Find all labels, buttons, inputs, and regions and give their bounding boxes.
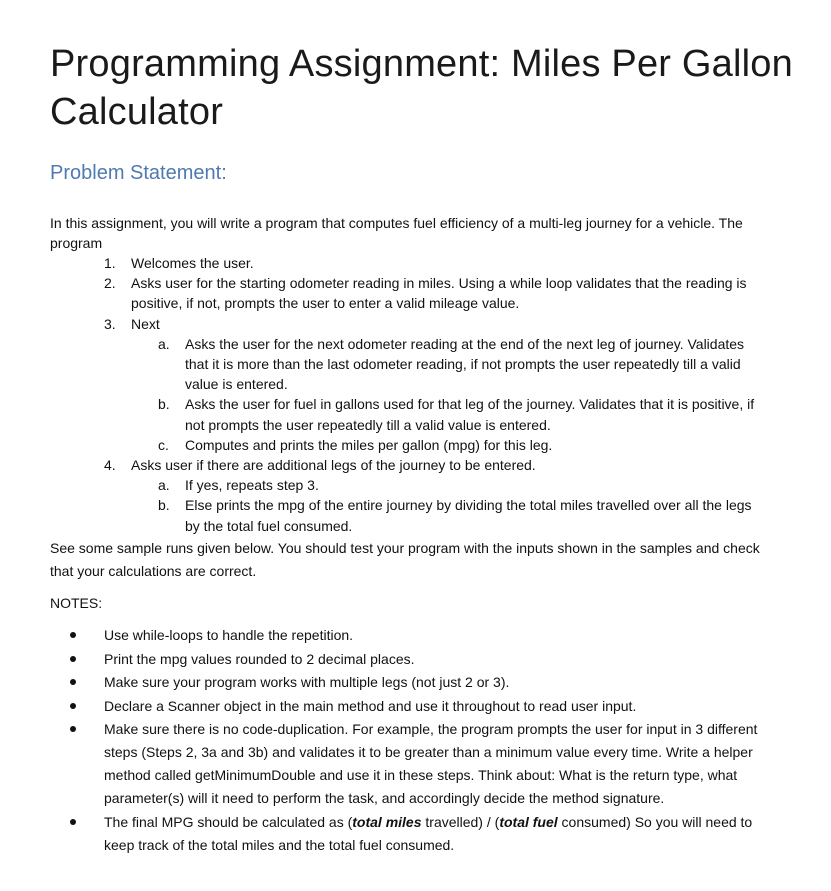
substep-text: Asks the user for fuel in gallons used for that leg of the journey. Validates that it is positive, if not prompts the user repeatedly till a valid value is entered. bbox=[185, 396, 755, 433]
page-title: Programming Assignment: Miles Per Gallon Calculator bbox=[50, 43, 793, 133]
substep-letter: b. bbox=[158, 396, 170, 413]
substep-text: Else prints the mpg of the entire journey by dividing the total miles travelled over all the legs by the total fuel consumed. bbox=[185, 497, 752, 534]
substep-item bbox=[50, 475, 770, 495]
notes-label: NOTES: bbox=[50, 595, 103, 611]
substep-text: Asks the user for the next odometer reading at the end of the next leg of journey. Validates that it is more than the last odometer reading, if not prompts the user repeatedly till a valid value is entered. bbox=[185, 335, 745, 393]
section-heading: Problem Statement: bbox=[50, 162, 227, 184]
note-text: Make sure your program works with multiple legs (not just 2 or 3). bbox=[104, 674, 510, 690]
substep-item bbox=[50, 435, 770, 455]
note-item bbox=[50, 695, 760, 718]
bullet-icon bbox=[70, 679, 76, 685]
substep-letter: a. bbox=[158, 335, 170, 352]
bullet-icon bbox=[70, 819, 76, 825]
step-item bbox=[50, 253, 770, 273]
substep-letter: a. bbox=[158, 477, 170, 494]
bullet-icon bbox=[70, 656, 76, 662]
step-number: 1. bbox=[104, 255, 116, 271]
substep-item bbox=[50, 495, 770, 535]
substep-text: Computes and prints the miles per gallon (mpg) for this leg. bbox=[185, 436, 553, 453]
substep-item bbox=[50, 334, 770, 395]
substep-text: If yes, repeats step 3. bbox=[185, 477, 319, 494]
note-text: Use while-loops to handle the repetition. bbox=[104, 627, 354, 643]
note-item bbox=[50, 718, 760, 810]
step-number: 3. bbox=[104, 315, 116, 332]
bullet-icon bbox=[70, 703, 76, 709]
final-note-part: The final MPG should be calculated as ( bbox=[104, 813, 353, 830]
emphasis-total-miles: total miles bbox=[352, 813, 422, 830]
substeps-list bbox=[131, 475, 770, 536]
sample-runs-paragraph: See some sample runs given below. You should test your program with the inputs shown in the samples and check that your calculations are correct. bbox=[50, 540, 760, 579]
bullet-icon bbox=[70, 726, 76, 732]
step-text: Asks user if there are additional legs of the journey to be entered. bbox=[131, 457, 536, 474]
emphasis-total-fuel: total fuel bbox=[499, 813, 558, 830]
note-text: Make sure there is no code-duplication. For example, the program prompts the user for input in 3 different steps (Steps 2, 3a and 3b) and validates it to be greater than a minimum value every time. Write a helper method called getMinimumDouble and use it in these steps. Think about: What is the return type, what parameter(s) will it need to perform the task, and accordingly decide the method signature. bbox=[104, 721, 758, 806]
step-number: 2. bbox=[104, 275, 116, 292]
notes-list bbox=[50, 624, 760, 857]
note-text: Print the mpg values rounded to 2 decimal places. bbox=[104, 650, 415, 667]
note-item bbox=[50, 648, 760, 671]
note-item bbox=[50, 624, 760, 647]
note-item-final-mpg bbox=[50, 811, 760, 857]
bullet-icon bbox=[70, 632, 76, 638]
step-number: 4. bbox=[104, 457, 116, 474]
note-item bbox=[50, 671, 760, 694]
final-note-part: consumed) So you will need to keep track of the total miles and the total fuel consumed. bbox=[104, 813, 753, 853]
final-note-part: travelled) / ( bbox=[421, 813, 500, 830]
substep-letter: c. bbox=[158, 436, 169, 453]
step-text: Next bbox=[131, 315, 160, 332]
steps-list bbox=[50, 253, 770, 536]
step-item bbox=[50, 455, 770, 536]
substep-item bbox=[50, 394, 770, 434]
step-text: Welcomes the user. bbox=[131, 255, 254, 271]
step-item bbox=[50, 314, 770, 455]
note-text: Declare a Scanner object in the main method and use it throughout to read user input. bbox=[104, 697, 637, 714]
intro-paragraph: In this assignment, you will write a program that computes fuel efficiency of a multi-leg journey for a vehicle. The program bbox=[50, 215, 743, 252]
step-text: Asks user for the starting odometer reading in miles. Using a while loop validates that the reading is positive, if not, prompts the user to enter a valid mileage value. bbox=[131, 275, 747, 312]
substep-letter: b. bbox=[158, 497, 170, 514]
step-item bbox=[50, 273, 770, 313]
substeps-list bbox=[131, 334, 770, 455]
